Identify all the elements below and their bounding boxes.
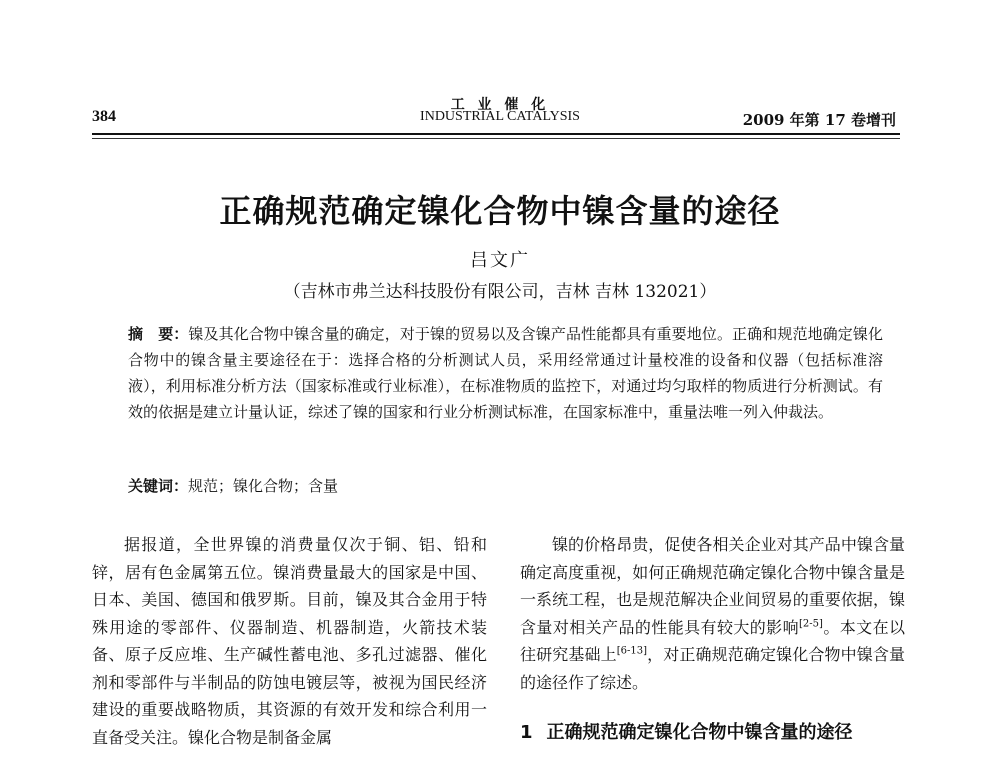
right-text-c: ，对正确规范确定镍化合物中镍含量的途径作了综述。 — [520, 645, 905, 692]
keywords — [128, 473, 883, 499]
journal-title-en: INDUSTRIAL CATALYSIS — [420, 109, 580, 124]
section-number: 1 — [520, 722, 533, 743]
article-affiliation: （吉林市弗兰达科技股份有限公司，吉林 吉林 132021） — [283, 282, 717, 302]
article-title: 正确规范确定镍化合物中镍含量的途径 — [219, 192, 781, 230]
header-rule — [92, 133, 900, 135]
journal-title-cn: 工 业 催 化 — [450, 97, 550, 113]
abstract — [128, 321, 883, 425]
abstract-text: 镍及其化合物中镍含量的确定，对于镍的贸易以及含镍产品性能都具有重要地位。正确和规范地确定镍化合物中的镍含量主要途径在于：选择合格的分析测试人员，采用经常通过计量校准的设备和仪器（包括标准溶液），利用标准分析方法（国家标准或行业标准），在标准物质的监控下，对通过均匀取样的物质进行分析测试。有效的依据是建立计量认证，综述了镍的国家和行业分析测试标准，在国家标准中，重量法唯一列入仲裁法。 — [128, 325, 883, 421]
issue-label: 2009 年第 17 卷增刊 — [742, 111, 896, 129]
right-text-b: 。本文在以往研究基础上 — [520, 617, 905, 664]
body-left-column: 据报道，全世界镍的消费量仅次于铜、铝、铅和锌，居有色金属第五位。镍消费量最大的国家是中国、日本、美国、德国和俄罗斯。目前，镍及其合金用于特殊用途的零部件、仪器制造、机器制造，火箭技术装备、原子反应堆、生产碱性蓄电池、多孔过滤器、催化剂和零部件与半制品的防蚀电镀层等，被视为国民经济建设的重要战略物质，其资源的有效开发和综合利用一直备受关注。镍化合物是制备金属 — [92, 535, 487, 747]
citation-ref: [2-5] — [799, 618, 823, 630]
page-number: 384 — [92, 108, 116, 125]
citation-ref: [6-13] — [616, 645, 648, 657]
section-title: 正确规范确定镍化合物中镍含量的途径 — [546, 722, 853, 743]
keywords-label: 关键词： — [128, 477, 189, 495]
article-author: 吕文广 — [470, 250, 530, 271]
right-text-a: 镍的价格昂贵，促使各相关企业对其产品中镍含量确定高度重视，如何正确规范确定镍化合物中镍含量是一系统工程，也是规范解决企业间贸易的重要依据，镍含量对相关产品的性能具有较大的影响 — [520, 535, 905, 637]
keywords-text: 规范；镍化合物；含量 — [188, 477, 339, 495]
abstract-label: 摘 要： — [128, 325, 189, 343]
body-right-column — [520, 531, 905, 696]
header-rule-thin — [92, 138, 900, 139]
section-heading — [520, 718, 853, 744]
